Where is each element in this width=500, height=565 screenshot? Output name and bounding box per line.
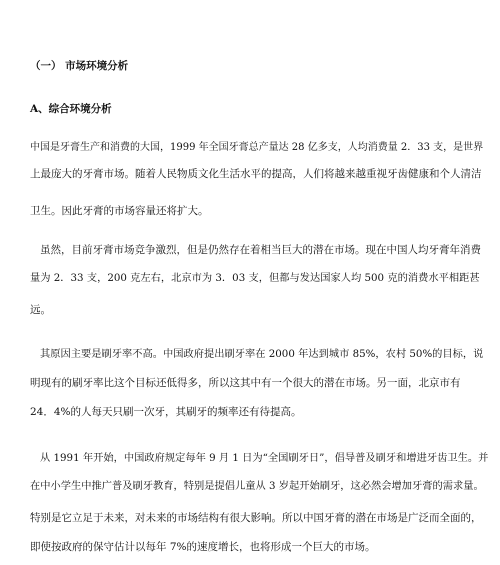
paragraph-4-line-2: 在中小学生中推广普及刷牙教育，特别是提倡儿童从 3 岁起开始刷牙，这必然会增加牙膏的需求量。 <box>30 480 484 492</box>
paragraph-1-line-1: 中国是牙膏生产和消费的大国，1999 年全国牙膏总产量达 28 亿多支，人均消费量 2．33 支，是世界 <box>30 142 484 153</box>
paragraph-2-line-2: 量为 2．33 支，200 克左右，北京市为 3．03 支，但都与发达国家人均 500 克的消费水平相距甚 <box>30 272 480 284</box>
paragraph-4-line-4: 即使按政府的保守估计以每年 7%的速度增长，也将形成一个巨大的市场。 <box>30 541 376 553</box>
paragraph-2-line-1: 虽然，目前牙膏市场竞争激烈，但是仍然存在着相当巨大的潜在市场。现在中国人均牙膏年消费 <box>40 244 481 256</box>
paragraph-4-line-1: 从 1991 年开始，中国政府规定每年 9 月 1 日为“全国刷牙日”，倡导普及刷牙和增进牙齿卫生。并 <box>40 452 489 464</box>
paragraph-3-line-2: 明现有的刷牙率比这个目标还低得多，所以这其中有一个很大的潜在市场。另一面，北京市有 <box>30 377 461 389</box>
paragraph-1-line-2: 上最庞大的牙膏市场。随着人民物质文化生活水平的提高，人们将越来越重视牙齿健康和个人清洁 <box>30 168 482 180</box>
paragraph-2-line-3: 远。 <box>30 304 51 316</box>
paragraph-3-line-3: 24．4%的人每天只刷一次牙，其刷牙的频率还有待提高。 <box>30 406 302 418</box>
paragraph-1-line-3: 卫生。因此牙膏的市场容量还将扩大。 <box>30 205 209 217</box>
subsection-title: A、综合环境分析 <box>30 103 112 115</box>
paragraph-4-line-3: 特别是它立足于未来，对未来的市场结构有很大影响。所以中国牙膏的潜在市场是广泛而全面的， <box>30 512 482 524</box>
paragraph-3-line-1: 其原因主要是刷牙率不高。中国政府提出刷牙率在 2000 年达到城市 85%，农村 50%的目标，说 <box>40 348 484 360</box>
section-title: （一） 市场环境分析 <box>30 60 129 72</box>
